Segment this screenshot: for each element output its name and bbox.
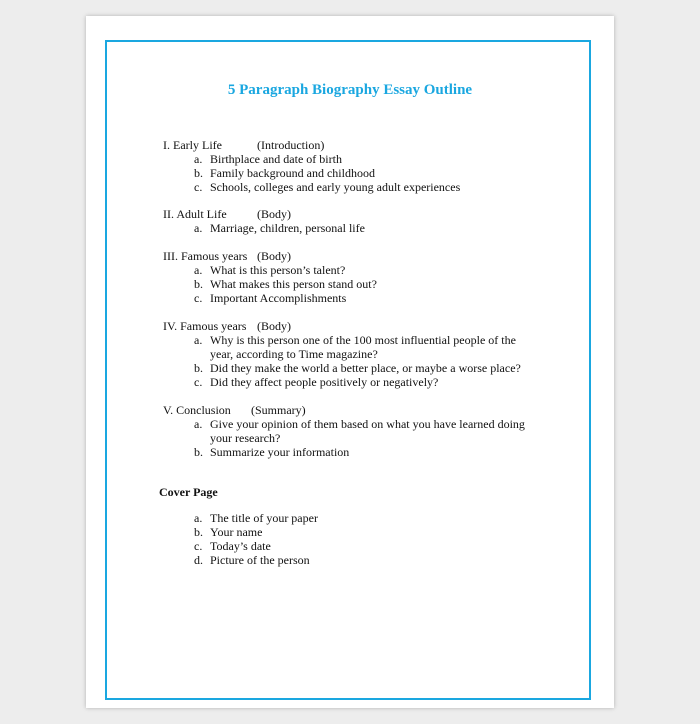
list-item-continuation: your research? bbox=[210, 431, 281, 445]
section-title: IV. Famous years bbox=[163, 319, 247, 333]
section-tag: (Body) bbox=[257, 249, 291, 263]
list-item: c. Important Accomplishments bbox=[194, 291, 347, 305]
list-item: a. The title of your paper bbox=[194, 511, 318, 525]
section-title: V. Conclusion bbox=[163, 403, 231, 417]
list-item: b. Your name bbox=[194, 525, 263, 539]
document-title: 5 Paragraph Biography Essay Outline bbox=[227, 82, 473, 98]
list-item: b. Family background and childhood bbox=[194, 166, 375, 180]
cover-page-heading: Cover Page bbox=[159, 485, 218, 499]
section-tag: (Introduction) bbox=[257, 138, 325, 152]
section-heading bbox=[163, 249, 291, 263]
section-tag: (Body) bbox=[257, 207, 291, 221]
section-title: II. Adult Life bbox=[163, 207, 227, 221]
list-item: a. Why is this person one of the 100 most influential people of the bbox=[194, 333, 516, 347]
section-title: I. Early Life bbox=[163, 138, 222, 152]
list-item: b. Did they make the world a better place, or maybe a worse place? bbox=[194, 361, 521, 375]
list-item: c. Today’s date bbox=[194, 539, 271, 553]
list-item: c. Schools, colleges and early young adult experiences bbox=[194, 180, 461, 194]
section-title: III. Famous years bbox=[163, 249, 248, 263]
list-item: b. Summarize your information bbox=[194, 445, 350, 459]
list-item: a. Birthplace and date of birth bbox=[194, 152, 342, 166]
section-tag: (Summary) bbox=[251, 403, 306, 417]
list-item: b. What makes this person stand out? bbox=[194, 277, 377, 291]
section-heading bbox=[163, 207, 291, 221]
section-tag: (Body) bbox=[257, 319, 291, 333]
list-item: d. Picture of the person bbox=[194, 553, 310, 567]
section-heading bbox=[163, 319, 291, 333]
list-item-continuation: year, according to Time magazine? bbox=[210, 347, 378, 361]
list-item: c. Did they affect people positively or negatively? bbox=[194, 375, 439, 389]
document-page bbox=[86, 16, 614, 708]
list-item: a. What is this person’s talent? bbox=[194, 263, 346, 277]
section-heading bbox=[163, 138, 325, 152]
section-heading bbox=[163, 403, 306, 417]
list-item: a. Marriage, children, personal life bbox=[194, 221, 365, 235]
list-item: a. Give your opinion of them based on what you have learned doing bbox=[194, 417, 525, 431]
